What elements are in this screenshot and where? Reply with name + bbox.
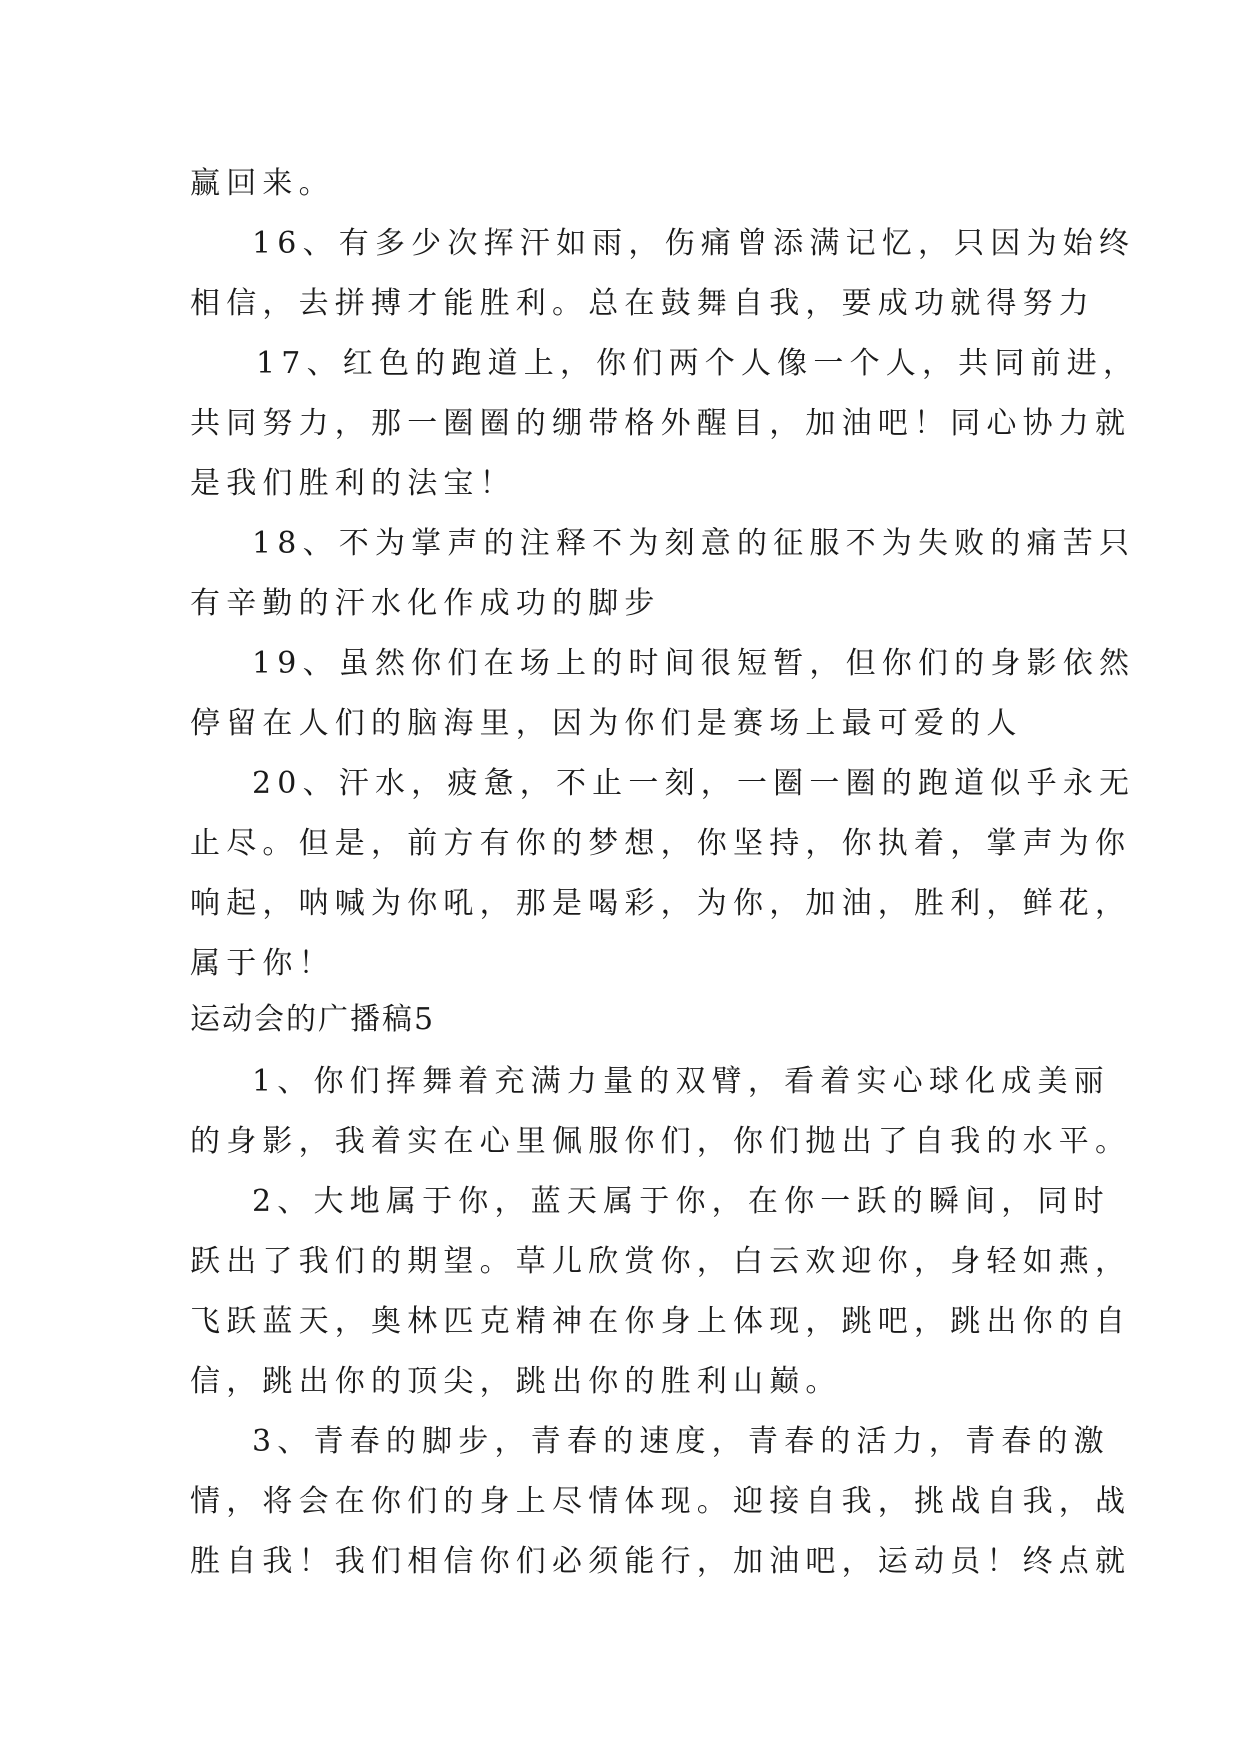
paragraph-20-line-4: 属于你！ xyxy=(190,946,335,981)
item-2-line-4: 信，跳出你的顶尖，跳出你的胜利山巅。 xyxy=(190,1364,842,1399)
paragraph-18-line-1: 18、不为掌声的注释不为刻意的征服不为失败的痛苦只 xyxy=(252,526,1136,561)
item-1-line-2: 的身影，我着实在心里佩服你们，你们抛出了自我的水平。 xyxy=(190,1124,1132,1159)
item-3-line-2: 情，将会在你们的身上尽情体现。迎接自我，挑战自我，战 xyxy=(190,1484,1132,1519)
text-line: 赢回来。 xyxy=(190,166,335,201)
paragraph-16-line-1: 16、有多少次挥汗如雨，伤痛曾添满记忆，只因为始终 xyxy=(252,226,1136,261)
paragraph-19-line-2: 停留在人们的脑海里，因为你们是赛场上最可爱的人 xyxy=(190,706,1023,741)
item-3-line-1: 3、青春的脚步，青春的速度，青春的活力，青春的激 xyxy=(252,1424,1110,1459)
item-2-line-3: 飞跃蓝天，奥林匹克精神在你身上体现，跳吧，跳出你的自 xyxy=(190,1304,1132,1339)
paragraph-20-line-3: 响起，呐喊为你吼，那是喝彩，为你，加油，胜利，鲜花， xyxy=(190,886,1132,921)
item-3-line-3: 胜自我！我们相信你们必须能行，加油吧，运动员！终点就 xyxy=(190,1544,1132,1579)
paragraph-20-line-1: 20、汗水，疲惫，不止一刻，一圈一圈的跑道似乎永无 xyxy=(252,766,1136,801)
paragraph-17-line-1: 17、红色的跑道上，你们两个人像一个人，共同前进， xyxy=(256,346,1140,381)
paragraph-19-line-1: 19、虽然你们在场上的时间很短暂，但你们的身影依然 xyxy=(252,646,1136,681)
paragraph-20-line-2: 止尽。但是，前方有你的梦想，你坚持，你执着，掌声为你 xyxy=(190,826,1132,861)
item-2-line-2: 跃出了我们的期望。草儿欣赏你，白云欢迎你，身轻如燕， xyxy=(190,1244,1132,1279)
section-heading: 运动会的广播稿5 xyxy=(190,1002,436,1037)
item-2-line-1: 2、大地属于你，蓝天属于你，在你一跃的瞬间，同时 xyxy=(252,1184,1110,1219)
paragraph-17-line-2: 共同努力，那一圈圈的绷带格外醒目，加油吧！同心协力就 xyxy=(190,406,1132,441)
paragraph-16-line-2: 相信，去拼搏才能胜利。总在鼓舞自我，要成功就得努力 xyxy=(190,286,1095,321)
paragraph-18-line-2: 有辛勤的汗水化作成功的脚步 xyxy=(190,586,661,621)
paragraph-17-line-3: 是我们胜利的法宝！ xyxy=(190,466,516,501)
item-1-line-1: 1、你们挥舞着充满力量的双臂，看着实心球化成美丽 xyxy=(252,1064,1110,1099)
